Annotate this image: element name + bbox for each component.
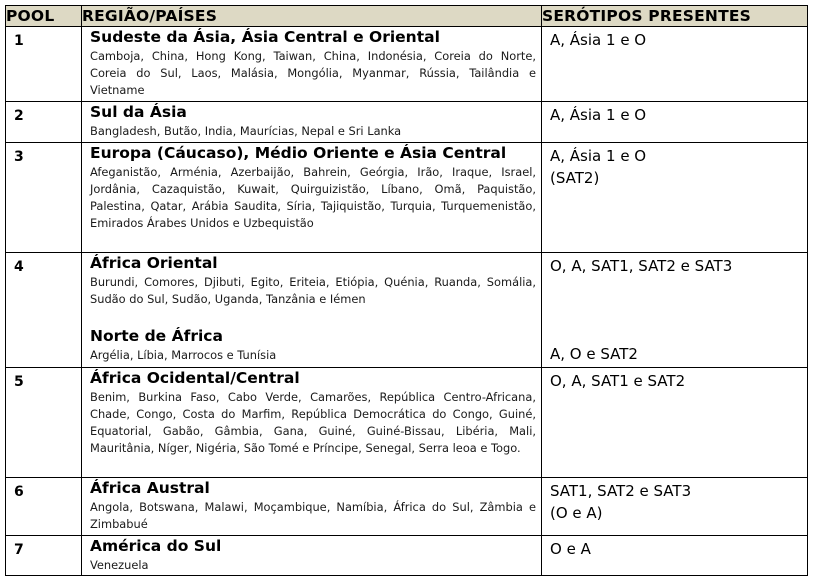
pool-number: 6	[6, 478, 82, 536]
table-row	[6, 27, 808, 102]
pool-number: 4	[6, 253, 82, 368]
serotypes-cell	[542, 27, 808, 102]
pool-number: 2	[6, 102, 82, 143]
serotypes-value: O, A, SAT1 e SAT2	[550, 372, 686, 390]
region-name: Sudeste da Ásia, Ásia Central e Oriental	[90, 28, 440, 46]
region-name: América do Sul	[90, 537, 222, 555]
header-region: REGIÃO/PAÍSES	[82, 6, 542, 27]
serotypes-cell	[542, 102, 808, 143]
header-pool: POOL	[6, 6, 82, 27]
pool-table	[5, 5, 808, 576]
table-row	[6, 102, 808, 143]
serotypes-value: A, Ásia 1 e O	[550, 31, 647, 49]
table-row	[6, 253, 808, 368]
serotypes-cell	[542, 253, 808, 368]
region-cell	[82, 368, 542, 478]
region-cell	[82, 27, 542, 102]
serotypes-value: SAT1, SAT2 e SAT3	[550, 482, 692, 500]
region-cell	[82, 536, 542, 576]
serotypes-value-secondary: A, O e SAT2	[550, 345, 638, 363]
spacer	[90, 308, 536, 326]
region-name: Europa (Cáucaso), Médio Oriente e Ásia Central	[90, 144, 507, 162]
region-name: África Austral	[90, 479, 210, 497]
region-name: África Ocidental/Central	[90, 369, 300, 387]
region-name: Sul da Ásia	[90, 103, 187, 121]
country-list: Afeganistão, Arménia, Azerbaijão, Bahrein, Geórgia, Irão, Iraque, Israel, Jordânia, Cazaquistão, Kuwait, Quirguizistão, Líbano, Omã, Paquistão, Palestina, Qatar, Arábia Saudita, Síria, Tajiquistão, Turquia, Turquemenistão, Emirados Árabes Unidos e Uzbequistão	[90, 165, 536, 230]
table-row	[6, 478, 808, 536]
serotypes-value: O, A, SAT1, SAT2 e SAT3	[550, 257, 733, 275]
country-list: Angola, Botswana, Malawi, Moçambique, Namíbia, África do Sul, Zâmbia e Zimbabué	[90, 500, 536, 531]
pool-number: 1	[6, 27, 82, 102]
header-row	[6, 6, 808, 27]
serotypes-value: A, Ásia 1 e O	[550, 106, 647, 124]
country-list-secondary: Argélia, Líbia, Marrocos e Tunísia	[90, 348, 277, 362]
table-row	[6, 536, 808, 576]
table-row	[6, 368, 808, 478]
country-list: Burundi, Comores, Djibuti, Egito, Eriteia, Etiópia, Quénia, Ruanda, Somália, Sudão do Sul, Sudão, Uganda, Tanzânia e Iémen	[90, 275, 536, 306]
region-cell	[82, 253, 542, 368]
table-row	[6, 143, 808, 253]
region-cell	[82, 143, 542, 253]
serotypes-value: O e A	[550, 540, 591, 558]
serotypes-cell	[542, 536, 808, 576]
region-name-secondary: Norte de África	[90, 327, 223, 345]
country-list: Benim, Burkina Faso, Cabo Verde, Camarões, República Centro-Africana, Chade, Congo, Costa do Marfim, República Democrática do Congo, Guiné, Equatorial, Gabão, Gâmbia, Gana, Guiné, Guiné-Bissau, Libéria, Mali, Mauritânia, Níger, Nigéria, São Tomé e Príncipe, Senegal, Serra leoa e Togo.	[90, 390, 536, 455]
serotypes-cell	[542, 143, 808, 253]
serotypes-cell	[542, 478, 808, 536]
region-cell	[82, 102, 542, 143]
serotypes-extra: (SAT2)	[550, 169, 600, 187]
region-cell	[82, 478, 542, 536]
country-list: Bangladesh, Butão, India, Maurícias, Nepal e Sri Lanka	[90, 124, 402, 138]
pool-number: 7	[6, 536, 82, 576]
pool-number: 3	[6, 143, 82, 253]
pool-number: 5	[6, 368, 82, 478]
header-serotypes: SERÓTIPOS PRESENTES	[542, 6, 808, 27]
country-list: Venezuela	[90, 558, 149, 572]
serotypes-cell	[542, 368, 808, 478]
country-list: Camboja, China, Hong Kong, Taiwan, China, Indonésia, Coreia do Norte, Coreia do Sul, Laos, Malásia, Mongólia, Myanmar, Rússia, Tailândia e Vietname	[90, 49, 536, 97]
region-name: África Oriental	[90, 254, 218, 272]
serotypes-extra: (O e A)	[550, 504, 603, 522]
serotypes-value: A, Ásia 1 e O	[550, 147, 647, 165]
